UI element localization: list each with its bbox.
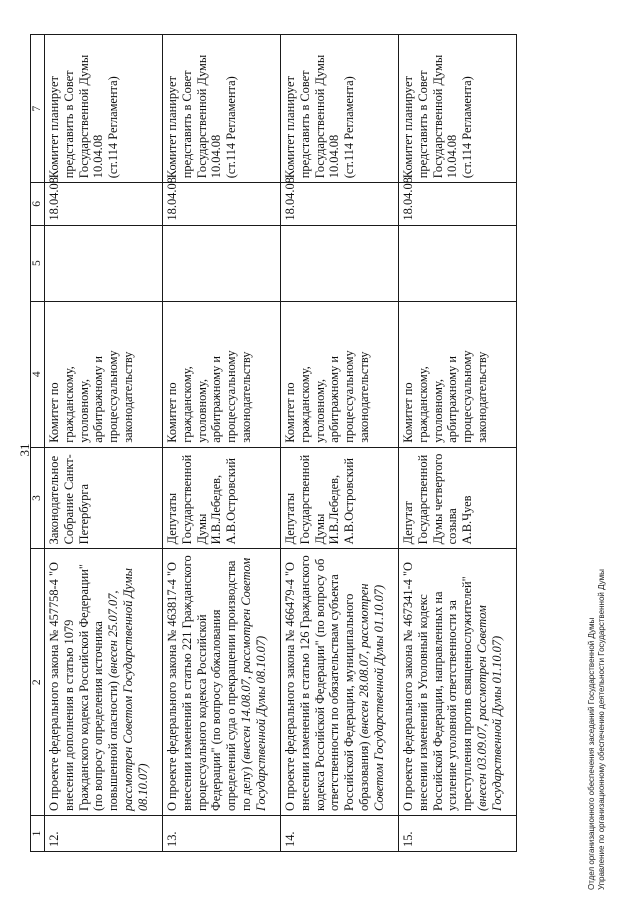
column-header-3: 3 [31,447,45,549]
page-footer [587,190,607,890]
bill-description [281,549,399,816]
plan-cell: Комитет планирует представить в Совет Государственной Думы 10.04.08 (ст.114 Регламента) [45,35,163,183]
column-header-6: 6 [31,183,45,225]
bill-description [45,549,163,816]
bill-intro: О проекте федерального закона № 457758-4 [47,579,61,812]
plan-cell: Комитет планирует представить в Совет Государственной Думы 10.04.08 (ст.114 Регламента) [281,35,399,183]
bill-description [399,549,517,816]
responsible-committee: Комитет по гражданскому, уголовному, арбитражному и процессуальному законодательству [45,301,163,447]
bill-body: "О внесении изменений в статью 221 Гражданского процессуального кодекса Российской Федерации" (по вопросу обжалования определений суда о прекращении производства по делу) [165,555,253,812]
date-cell: 18.04.08 [163,183,281,225]
footer-line: Отдел организационного обеспечения заседаний Государственной Думы [587,617,596,890]
column-5-cell [163,225,281,301]
bill-intro: О проекте федерального закона № 463817-4 [165,579,179,812]
bill-intro: О проекте федерального закона № 467341-4 [401,579,415,812]
bill-author: Законодательное Собрание Санкт-Петербурга [45,447,163,549]
date-cell: 18.04.08 [45,183,163,225]
plan-cell: Комитет планирует представить в Совет Государственной Думы 10.04.08 (ст.114 Регламента) [399,35,517,183]
column-header-2: 2 [31,549,45,816]
table-row [163,35,281,852]
bill-author: Депутаты Государственной Думы И.В.Лебедев, А.В.Островский [163,447,281,549]
column-header-5: 5 [31,225,45,301]
date-cell: 18.04.08 [281,183,399,225]
bill-author: Депутат Государственной Думы четвертого созыва А.В.Чуев [399,447,517,549]
row-number: 14. [281,816,399,852]
bill-note: (внесен 28.08.07, рассмотрен Советом Государственной Думы 01.10.07) [356,583,386,812]
footer-line: Управление по организационному обеспечению деятельности Государственной Думы [597,569,606,890]
bill-description [163,549,281,816]
column-header-row [31,35,45,852]
table-row [399,35,517,852]
bill-author: Депутаты Государственной Думы И.В.Лебедев, А.В.Островский [281,447,399,549]
table-row [281,35,399,852]
responsible-committee: Комитет по гражданскому, уголовному, арбитражному и процессуальному законодательству [399,301,517,447]
row-number: 12. [45,816,163,852]
bill-note: (внесен 03.09.07, рассмотрен Советом Государственной Думы 01.10.07) [474,605,504,812]
bill-body: "О внесении дополнения в статью 1079 Гражданского кодекса Российской Федерации" (по вопросу определения источника повышенной опасности) [47,562,120,812]
responsible-committee: Комитет по гражданскому, уголовному, арбитражному и процессуальному законодательству [281,301,399,447]
bill-intro: О проекте федерального закона № 466479-4 [283,579,297,812]
table-row [45,35,163,852]
column-5-cell [45,225,163,301]
bills-table [30,34,517,852]
row-number: 13. [163,816,281,852]
column-header-4: 4 [31,301,45,447]
column-5-cell [281,225,399,301]
date-cell: 18.04.08 [399,183,517,225]
bill-body: "О внесении изменений в Уголовный кодекс Российской Федерации, направленных на усиление уголовной ответственности за преступления против священнослужителей" [401,562,474,812]
column-5-cell [399,225,517,301]
column-header-1: 1 [31,816,45,852]
bill-body: "О внесении изменений в статью 126 Гражданского кодекса Российской Федерации" (по вопросу об ответственности по обязательствам субъекта Российской Федерации, муниципального образования) [283,555,371,812]
column-header-7: 7 [31,35,45,183]
bill-note: (внесен 25.07.07, рассмотрен Советом Государственной Думы 08.10.07) [106,568,150,812]
page-number: 31 [17,443,32,457]
plan-cell: Комитет планирует представить в Совет Государственной Думы 10.04.08 (ст.114 Регламента) [163,35,281,183]
row-number: 15. [399,816,517,852]
responsible-committee: Комитет по гражданскому, уголовному, арбитражному и процессуальному законодательству [163,301,281,447]
bill-note: (внесен 14.08.07, рассмотрен Советом Государственной Думы 08.10.07) [238,557,268,812]
